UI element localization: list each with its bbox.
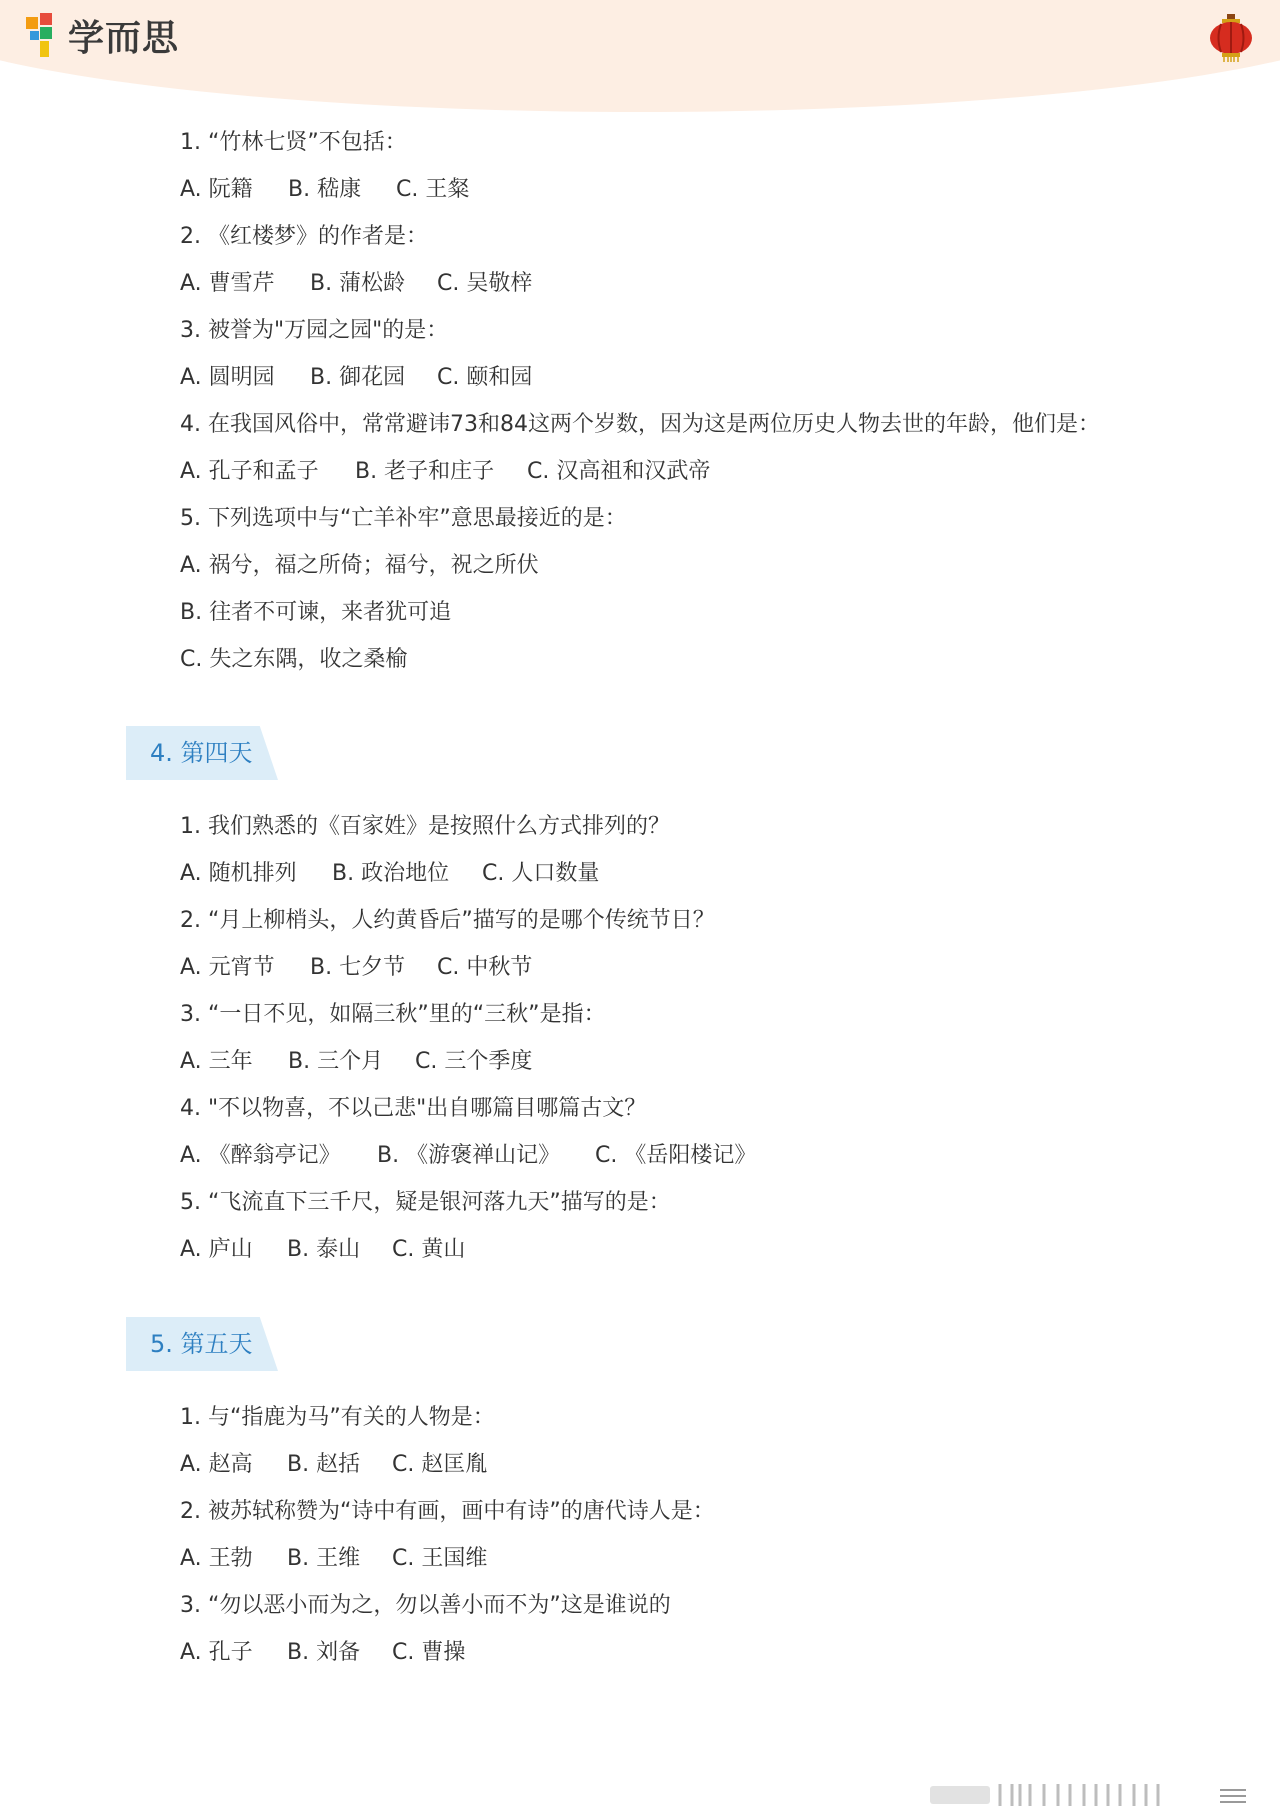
question-text: 5. 下列选项中与“亡羊补牢”意思最接近的是：	[180, 506, 627, 531]
footer-watermark	[920, 1780, 1260, 1810]
section-title-day4: 4. 第四天	[150, 739, 253, 767]
question-text: 3. “一日不见，如隔三秋”里的“三秋”是指：	[180, 1002, 606, 1027]
question-text: 5. “飞流直下三千尺，疑是银河落九天”描写的是：	[180, 1190, 671, 1215]
brand-logo	[24, 10, 179, 60]
option: A. 赵高	[180, 1452, 253, 1477]
lantern-icon	[1208, 14, 1254, 62]
option: B. 政治地位	[332, 861, 450, 886]
option: C. 吴敬梓	[437, 271, 533, 296]
question-text: 2. “月上柳梢头，人约黄昏后”描写的是哪个传统节日？	[180, 908, 715, 933]
question-text: 1. “竹林七贤”不包括：	[180, 130, 407, 155]
option: C. 汉高祖和汉武帝	[527, 459, 711, 484]
option: C. 王粲	[396, 177, 470, 202]
option: B. 泰山	[287, 1237, 361, 1262]
option: A. 随机排列	[180, 861, 297, 886]
option: C. 颐和园	[437, 365, 533, 390]
options-row	[180, 1544, 487, 1574]
option: A. 孔子	[180, 1640, 253, 1665]
option: B. 老子和庄子	[355, 459, 495, 484]
option: C. 失之东隅，收之桑榆	[180, 647, 408, 672]
option: B. 嵇康	[288, 177, 362, 202]
option: A. 圆明园	[180, 365, 275, 390]
option: C. 黄山	[392, 1237, 466, 1262]
options-row	[180, 269, 532, 299]
options-row	[180, 363, 532, 393]
option: B. 赵括	[287, 1452, 361, 1477]
option: B. 御花园	[310, 365, 406, 390]
options-row	[180, 175, 469, 205]
option: B. 七夕节	[310, 955, 406, 980]
option: A. 王勃	[180, 1546, 253, 1571]
options-row	[180, 1450, 487, 1480]
question-text: 2. 被苏轼称赞为“诗中有画，画中有诗”的唐代诗人是：	[180, 1499, 715, 1524]
option: A. 《醉翁亭记》	[180, 1143, 341, 1168]
question-text: 2. 《红楼梦》的作者是：	[180, 224, 428, 249]
option: A. 曹雪芹	[180, 271, 275, 296]
option: C. 中秋节	[437, 955, 533, 980]
question-text: 4. "不以物喜，不以己悲"出自哪篇目哪篇古文？	[180, 1096, 647, 1121]
option: A. 元宵节	[180, 955, 275, 980]
option: B. 三个月	[288, 1049, 384, 1074]
question-text: 3. “勿以恶小而为之，勿以善小而不为”这是谁说的	[180, 1593, 671, 1618]
option: B. 王维	[287, 1546, 361, 1571]
options-row	[180, 1638, 465, 1668]
brand-name: 学而思	[68, 17, 180, 59]
option: C. 三个季度	[415, 1049, 533, 1074]
header-band	[0, 0, 1280, 120]
section-title-day5: 5. 第五天	[150, 1330, 253, 1358]
option: A. 三年	[180, 1049, 253, 1074]
options-row	[180, 859, 599, 889]
question-text: 4. 在我国风俗中，常常避讳73和84这两个岁数，因为这是两位历史人物去世的年龄，他们是：	[180, 412, 1100, 437]
option: B. 蒲松龄	[310, 271, 406, 296]
option: C. 人口数量	[482, 861, 600, 886]
question-text: 3. 被誉为"万园之园"的是：	[180, 318, 449, 343]
question-text: 1. 与“指鹿为马”有关的人物是：	[180, 1405, 495, 1430]
options-row	[180, 1141, 756, 1171]
question-text: 1. 我们熟悉的《百家姓》是按照什么方式排列的？	[180, 814, 670, 839]
option: A. 祸兮，福之所倚；福兮，祝之所伏	[180, 553, 539, 578]
xueersi-logo-icon	[24, 11, 62, 59]
option: B. 刘备	[287, 1640, 361, 1665]
option: B. 《游褒禅山记》	[377, 1143, 561, 1168]
options-row	[180, 953, 532, 983]
option: C. 赵匡胤	[392, 1452, 488, 1477]
option: A. 阮籍	[180, 177, 253, 202]
options-row	[180, 457, 710, 487]
option: A. 庐山	[180, 1237, 253, 1262]
option: A. 孔子和孟子	[180, 459, 319, 484]
option: C. 王国维	[392, 1546, 488, 1571]
options-row	[180, 1047, 532, 1077]
options-row	[180, 1235, 465, 1265]
option: C. 《岳阳楼记》	[595, 1143, 757, 1168]
option: C. 曹操	[392, 1640, 466, 1665]
option: B. 往者不可谏，来者犹可追	[180, 600, 452, 625]
